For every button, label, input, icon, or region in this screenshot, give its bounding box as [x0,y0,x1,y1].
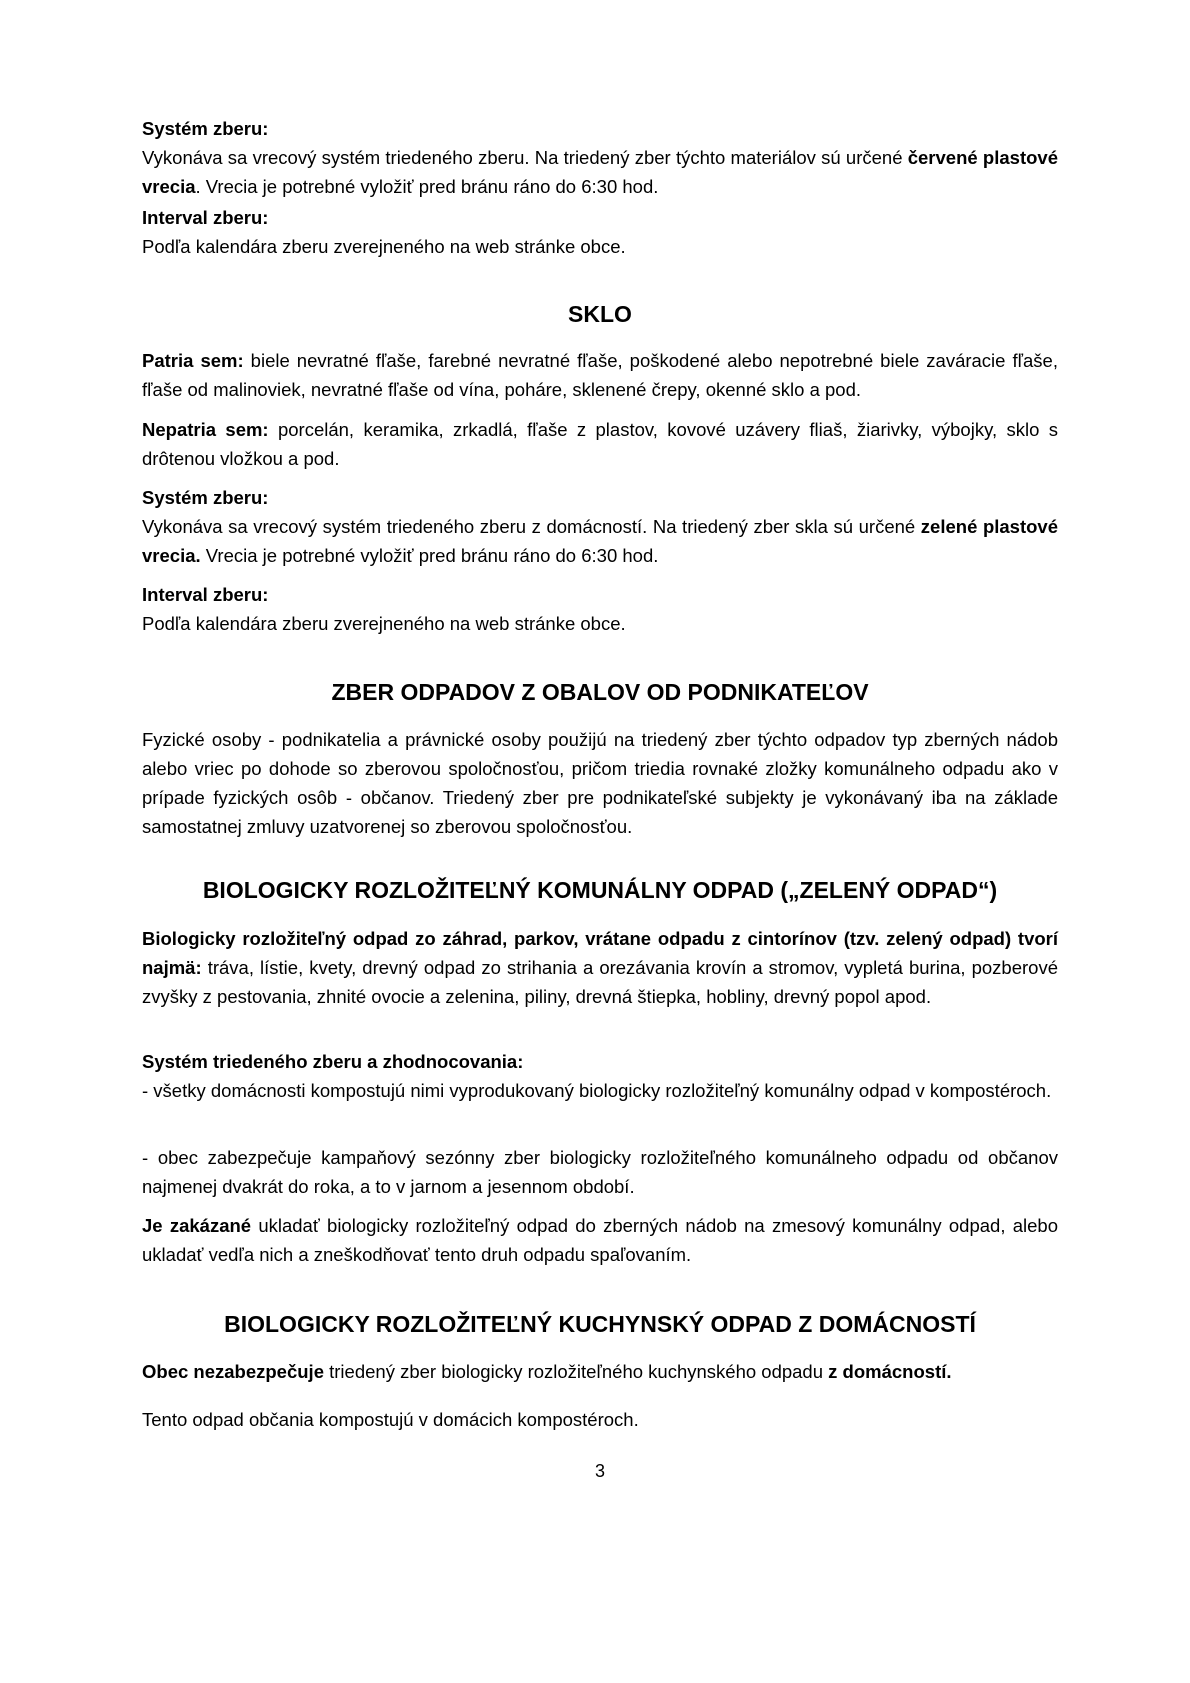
green-waste-system-label: Systém triedeného zberu a zhodnocovania: [142,1051,524,1072]
green-waste-item-campaign-block [142,1143,1058,1201]
collection-interval-label: Interval zberu: [142,207,269,228]
collection-system-label: Systém zberu: [142,118,269,139]
glass-collection-interval-block [142,580,1058,638]
glass-collection-interval-label: Interval zberu: [142,584,269,605]
green-waste-system-block [142,1047,1058,1105]
glass-collection-system-label: Systém zberu: [142,487,269,508]
green-waste-prohibition-paragraph: Je zakázané ukladať biologicky rozložiteľný odpad do zberných nádob na zmesový komunálny odpad, alebo ukladať vedľa nich a zneškodňovať tento druh odpadu spaľovaním. [142,1215,1058,1265]
section-heading-business-packaging: ZBER ODPADOV Z OBALOV OD PODNIKATEĽOV [331,679,869,705]
glass-belongs-paragraph: Patria sem: biele nevratné fľaše, farebné nevratné fľaše, poškodené alebo nepotrebné biele zaváracie fľaše, fľaše od malinoviek, nevratné fľaše od vína, poháre, sklenené črepy, okenné sklo a pod. [142,350,1058,400]
glass-collection-system-block [142,483,1058,570]
collection-interval-text: Podľa kalendára zberu zverejneného na web stránke obce. [142,236,626,257]
glass-not-belongs-paragraph: Nepatria sem: porcelán, keramika, zrkadlá, fľaše z plastov, kovové uzávery fliaš, žiarivky, výbojky, sklo s drôtenou vložkou a pod. [142,419,1058,469]
collection-interval-block [142,203,1058,261]
section-heading-green-waste: BIOLOGICKY ROZLOŽITEĽNÝ KOMUNÁLNY ODPAD („ZELENÝ ODPAD“) [202,877,998,903]
collection-system-block [142,114,1058,201]
business-packaging-paragraph: Fyzické osoby - podnikatelia a právnické osoby použijú na triedený zber týchto odpadov typ zberných nádob alebo vriec po dohode so zberovou spoločnosťou, pričom triedia rovnaké zložky komunálneho odpadu ako v prípade fyzických osôb - občanov. Triedený zber pre podnikateľské subjekty je vykonávaný iba na základe samostatnej zmluvy uzatvorenej so zberovou spoločnosťou. [142,729,1058,837]
green-waste-item-campaign: - obec zabezpečuje kampaňový sezónny zber biologicky rozložiteľného komunálneho odpadu od občanov najmenej dvakrát do roka, a to v jarnom a jesennom období. [142,1147,1058,1197]
collection-system-text: Vykonáva sa vrecový systém triedeného zberu. Na triedený zber týchto materiálov sú určené červené plastové vrecia. Vrecia je potrebné vyložiť pred bránu ráno do 6:30 hod. [142,147,1058,197]
kitchen-waste-paragraph-2: Tento odpad občania kompostujú v domácich kompostéroch. [142,1409,639,1430]
section-heading-kitchen-waste: BIOLOGICKY ROZLOŽITEĽNÝ KUCHYNSKÝ ODPAD Z DOMÁCNOSTÍ [224,1311,976,1337]
green-waste-intro-paragraph: Biologicky rozložiteľný odpad zo záhrad, parkov, vrátane odpadu z cintorínov (tzv. zelený odpad) tvorí najmä: tráva, lístie, kvety, drevný odpad zo strihania a orezávania krovín a stromov, vypletá burina, pozberové zvyšky z pestovania, zhnité ovocie a zelenina, piliny, drevná štiepka, hobliny, drevný popol apod. [142,928,1058,1007]
green-waste-item-composting: - všetky domácnosti kompostujú nimi vyprodukovaný biologicky rozložiteľný komunálny odpad v kompostéroch. [142,1080,1052,1101]
glass-collection-interval-text: Podľa kalendára zberu zverejneného na web stránke obce. [142,613,626,634]
glass-collection-system-text: Vykonáva sa vrecový systém triedeného zberu z domácností. Na triedený zber skla sú určené zelené plastové vrecia. Vrecia je potrebné vyložiť pred bránu ráno do 6:30 hod. [142,516,1058,566]
section-heading-sklo: SKLO [568,301,632,327]
kitchen-waste-paragraph-1: Obec nezabezpečuje triedený zber biologicky rozložiteľného kuchynského odpadu z domácností. [142,1361,952,1382]
page-number: 3 [594,1461,605,1481]
